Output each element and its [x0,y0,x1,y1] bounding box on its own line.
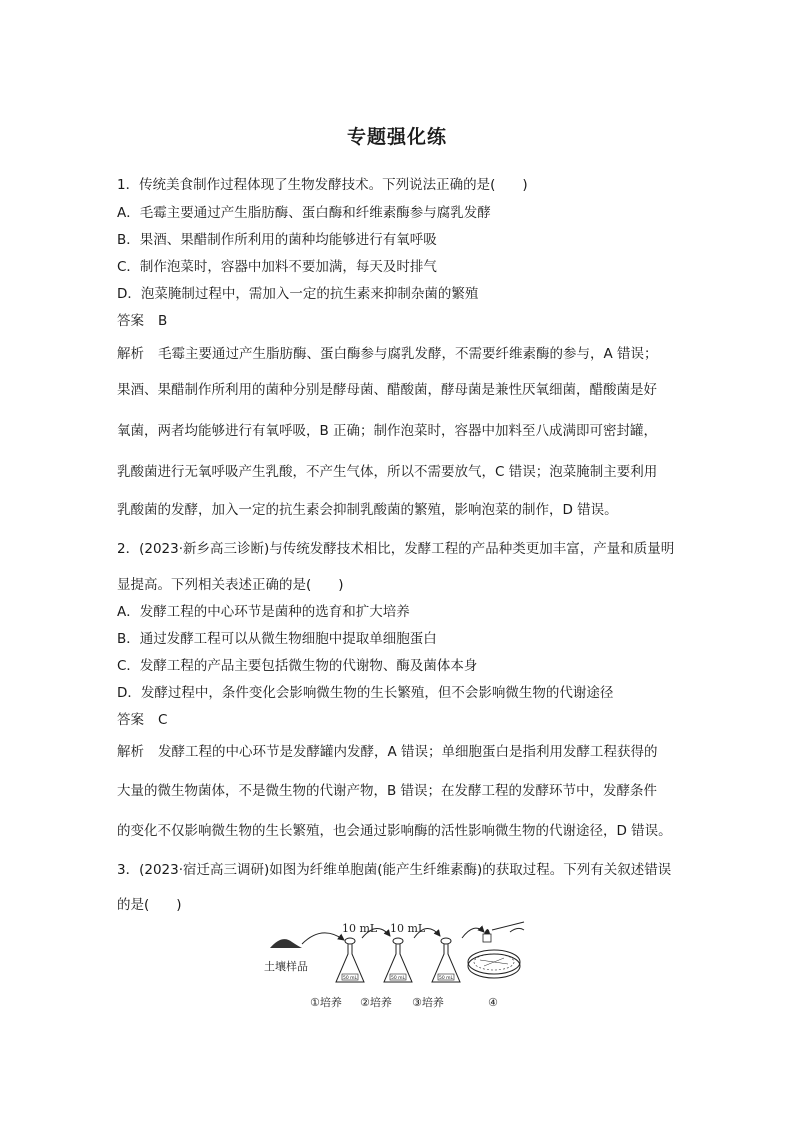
soil-sample-label: 土壤样品 [264,960,308,973]
question-1-option-a: A．毛霉主要通过产生脂肪酶、蛋白酶和纤维素酶参与腐乳发酵 [117,205,491,221]
question-1-option-c: C．制作泡菜时，容器中加料不要加满，每天及时排气 [117,259,437,275]
flask-volume-label: 50 mL [439,976,454,981]
step-label: ③培养 [412,996,444,1009]
step-label: ④ [488,996,498,1009]
question-2-option-d: D．发酵过程中，条件变化会影响微生物的生长繁殖，但不会影响微生物的代谢途径 [117,685,614,701]
question-1-analysis-line: 果酒、果醋制作所利用的菌种分别是酵母菌、醋酸菌，酵母菌是兼性厌氧细菌，醋酸菌是好 [117,382,657,398]
step-label: ②培养 [360,996,392,1009]
question-2-option-a: A．发酵工程的中心环节是菌种的选育和扩大培养 [117,604,410,620]
answer-label: 答案 [117,313,144,329]
transfer-arrow [462,928,484,938]
question-2-answer [117,708,167,728]
question-2-analysis-line: 大量的微生物菌体，不是微生物的代谢产物，B 错误；在发酵工程的发酵环节中，发酵条件 [117,783,658,799]
flask-volume-label: 50 mL [343,976,358,981]
question-2-analysis-line: 的变化不仅影响微生物的生长繁殖，也会通过影响酶的活性影响微生物的代谢途径，D 错误。 [117,823,672,839]
question-1-answer [117,309,167,329]
question-3-stem: 的是( ) [117,897,182,913]
question-1-analysis-line: 乳酸菌进行无氧呼吸产生乳酸，不产生气体，所以不需要放气，C 错误；泡菜腌制主要利用 [117,464,658,480]
answer-value: B [158,313,168,329]
question-2-stem: 显提高。下列相关表述正确的是( ) [117,577,344,593]
question-1-stem: 1．传统美食制作过程体现了生物发酵技术。下列说法正确的是( ) [117,177,528,193]
analysis-text: 毛霉主要通过产生脂肪酶、蛋白酶参与腐乳发酵，不需要纤维素酶的参与，A 错误； [158,346,658,362]
flask-icon [384,938,412,982]
question-1-option-d: D．泡菜腌制过程中，需加入一定的抗生素来抑制杂菌的繁殖 [117,286,479,302]
analysis-label: 解析 [117,744,144,760]
answer-label: 答案 [117,712,144,728]
question-2-option-b: B．通过发酵工程可以从微生物细胞中提取单细胞蛋白 [117,631,437,647]
question-1-analysis-line [117,342,658,362]
question-1-option-b: B．果酒、果醋制作所利用的菌种均能够进行有氧呼吸 [117,232,437,248]
flask-volume-label: 50 mL [391,976,406,981]
question-3-stem: 3．(2023·宿迁高三调研)如图为纤维单胞菌(能产生纤维素酶)的获取过程。下列有关叙述错误 [117,862,672,878]
page-title: 专题强化练 [346,126,447,148]
flask-icon [432,938,460,982]
analysis-label: 解析 [117,346,144,362]
transfer-volume-label: 10 mL [390,922,426,935]
question-2-analysis-line [117,740,658,760]
question-2-option-c: C．发酵工程的产品主要包括微生物的代谢物、酶及菌体本身 [117,658,478,674]
question-1-analysis-line: 氧菌，两者均能够进行有氧呼吸，B 正确；制作泡菜时，容器中加料至八成满即可密封罐， [117,423,658,439]
transfer-arrow [302,933,344,944]
question-2-stem: 2．(2023·新乡高三诊断)与传统发酵技术相比，发酵工程的产品种类更加丰富，产量和质量明 [117,541,675,557]
petri-dish-icon [468,950,520,978]
transfer-volume-label: 10 mL [342,922,378,935]
analysis-text: 发酵工程的中心环节是发酵罐内发酵，A 错误；单细胞蛋白是指利用发酵工程获得的 [158,744,658,760]
soil-sample-icon [270,939,302,948]
alcohol-burner-icon [483,922,524,942]
question-1-analysis-line: 乳酸菌的发酵，加入一定的抗生素会抑制乳酸菌的繁殖，影响泡菜的制作，D 错误。 [117,502,618,518]
step-label: ①培养 [310,996,342,1009]
culture-process-figure [262,920,532,1015]
answer-value: C [158,712,168,728]
flask-icon [336,938,364,982]
